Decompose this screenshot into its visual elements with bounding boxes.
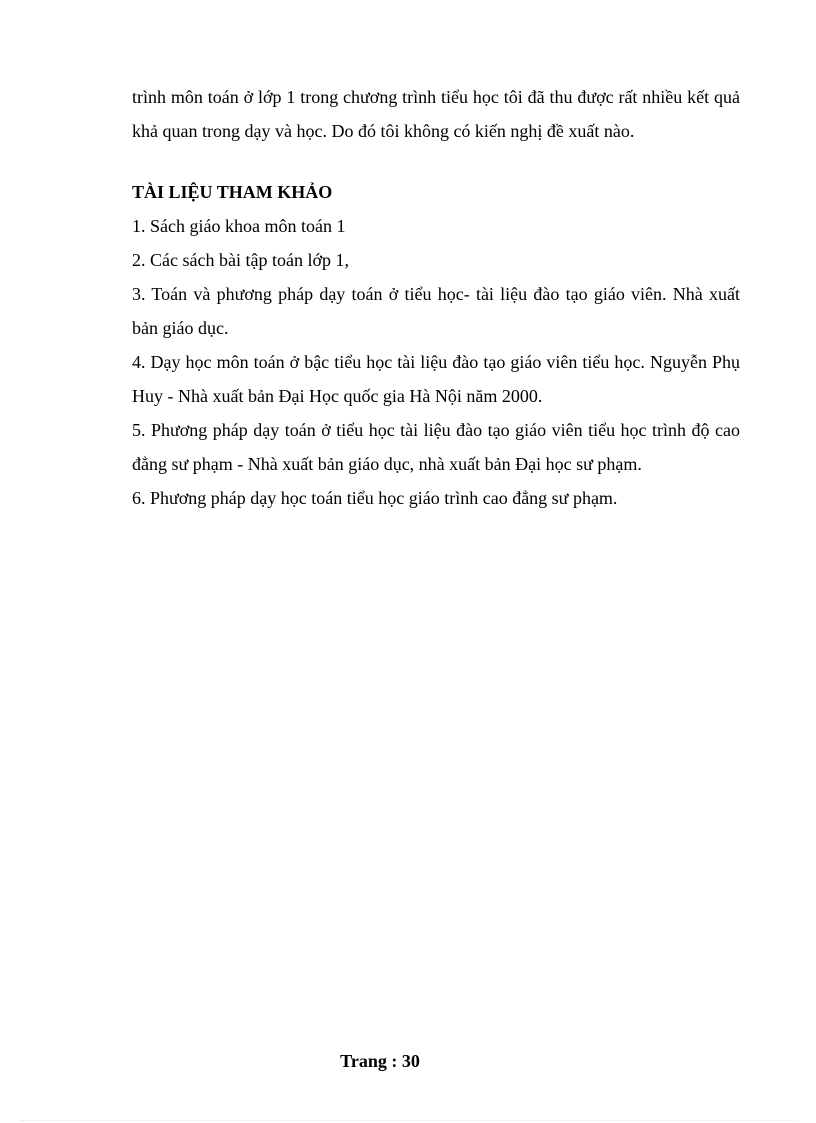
reference-item-6: 6. Phương pháp dạy học toán tiểu học giáo trình cao đẳng sư phạm. bbox=[132, 488, 618, 508]
page-number: Trang : 30 bbox=[340, 1051, 420, 1071]
references-heading: TÀI LIỆU THAM KHẢO bbox=[132, 182, 333, 202]
page-bottom-divider bbox=[20, 1120, 796, 1121]
references-list bbox=[132, 209, 740, 515]
reference-item-4: 4. Dạy học môn toán ở bậc tiểu học tài liệu đào tạo giáo viên tiểu học. Nguyễn Phụ Huy - Nhà xuất bản Đại Học quốc gia Hà Nội năm 2000. bbox=[132, 352, 740, 406]
page-content bbox=[132, 80, 740, 515]
reference-item-1: 1. Sách giáo khoa môn toán 1 bbox=[132, 216, 346, 236]
reference-item-3: 3. Toán và phương pháp dạy toán ở tiểu học- tài liệu đào tạo giáo viên. Nhà xuất bản giáo dục. bbox=[132, 284, 740, 338]
reference-item-2: 2. Các sách bài tập toán lớp 1, bbox=[132, 250, 349, 270]
intro-paragraph: trình môn toán ở lớp 1 trong chương trình tiểu học tôi đã thu được rất nhiều kết quả khả quan trong dạy và học. Do đó tôi không có kiến nghị đề xuất nào. bbox=[132, 87, 740, 141]
reference-item-5: 5. Phương pháp dạy toán ở tiểu học tài liệu đào tạo giáo viên tiểu học trình độ cao đẳng sư phạm - Nhà xuất bản giáo dục, nhà xuất bản Đại học sư phạm. bbox=[132, 420, 740, 474]
